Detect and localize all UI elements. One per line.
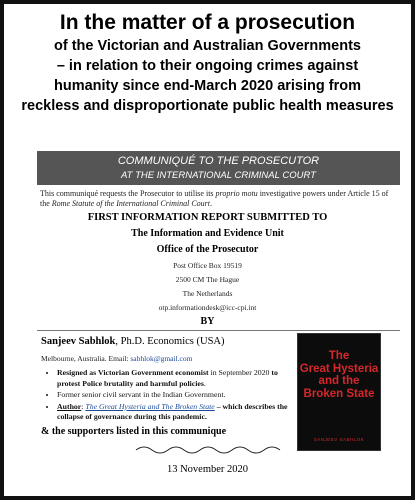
credential-resigned-end: . xyxy=(203,378,206,388)
address-line-city: 2500 CM The Hague xyxy=(175,275,240,284)
credential-resigned-reason: to protest Police brutality and harmful policies xyxy=(57,368,278,388)
author-location-text: Melbourne, Australia. Email: xyxy=(41,354,131,363)
address-line-country: The Netherlands xyxy=(182,289,233,298)
decorative-flourish xyxy=(134,444,284,456)
credential-item-resigned xyxy=(57,368,297,389)
address-email: otp.informationdesk@icc-cpi.int xyxy=(158,303,257,312)
headline-line-3: – in relation to their ongoing crimes against xyxy=(56,58,359,74)
headline-line-2: of the Victorian and Australian Governments xyxy=(54,38,361,54)
book-cover-author: SANJEEV SABHLOK xyxy=(313,437,365,442)
headline-line-5: reckless and disproportionate public health measures xyxy=(21,98,394,114)
credential-resigned-date: in September 2020 xyxy=(208,368,272,377)
headline-line-1: In the matter of a prosecution xyxy=(59,11,356,34)
intro-italic-proprio-motu: proprio motu xyxy=(215,189,258,198)
author-email: sabhlok@gmail.com xyxy=(130,354,193,363)
credentials-list xyxy=(41,368,297,424)
book-title-line-4: Broken State xyxy=(303,387,375,400)
book-cover-title xyxy=(298,350,380,400)
report-title: FIRST INFORMATION REPORT SUBMITTED TO xyxy=(87,212,328,223)
banner-subtitle: AT THE INTERNATIONAL CRIMINAL COURT xyxy=(121,170,316,181)
intro-italic-rome-statute: Rome Statute of the International Criminal Court xyxy=(51,199,210,208)
credential-author-rest: – which describes the collapse of governance during this pandemic. xyxy=(57,401,288,421)
credential-author-sep: : xyxy=(81,401,86,411)
credential-item-author xyxy=(57,402,297,423)
book-title-line-3: and the xyxy=(318,375,360,387)
communique-page xyxy=(4,4,411,496)
supporters-line: & the supporters listed in this communique xyxy=(41,426,227,437)
divider xyxy=(37,330,400,331)
headline-line-4: humanity since end-March 2020 arising from xyxy=(53,78,361,94)
communique-banner xyxy=(37,151,400,185)
credential-item-civil-servant: • Former senior civil servant in the Indian Government. xyxy=(57,390,297,401)
recipient-office: Office of the Prosecutor xyxy=(156,244,259,255)
intro-paragraph xyxy=(40,189,400,209)
recipient-unit: The Information and Evidence Unit xyxy=(131,228,284,239)
book-link[interactable]: The Great Hysteria and The Broken State xyxy=(85,401,215,411)
banner-title: COMMUNIQUÉ TO THE PROSECUTOR xyxy=(117,155,320,167)
book-cover xyxy=(298,334,380,450)
book-title-line-1: The xyxy=(328,350,350,362)
author-name: Sanjeev Sabhlok xyxy=(41,336,116,347)
intro-text-2: investigative powers under Article 15 of the xyxy=(40,189,389,208)
credential-resigned-bold: Resigned as Victorian Government economist xyxy=(57,368,209,377)
book-title-line-2: Great Hysteria xyxy=(299,362,379,375)
intro-text-1: This communiqué requests the Prosecutor to utilise its xyxy=(40,189,216,198)
intro-text-3: . xyxy=(210,199,212,208)
credential-author-label: Author xyxy=(57,401,82,411)
author-credentials: , Ph.D. Economics (USA) xyxy=(115,336,225,347)
communique-date: 13 November 2020 xyxy=(166,464,249,475)
author-location xyxy=(41,354,192,363)
by-label: BY xyxy=(200,316,215,327)
address-line-po-box: Post Office Box 19519 xyxy=(173,261,242,270)
author-line xyxy=(41,336,224,347)
